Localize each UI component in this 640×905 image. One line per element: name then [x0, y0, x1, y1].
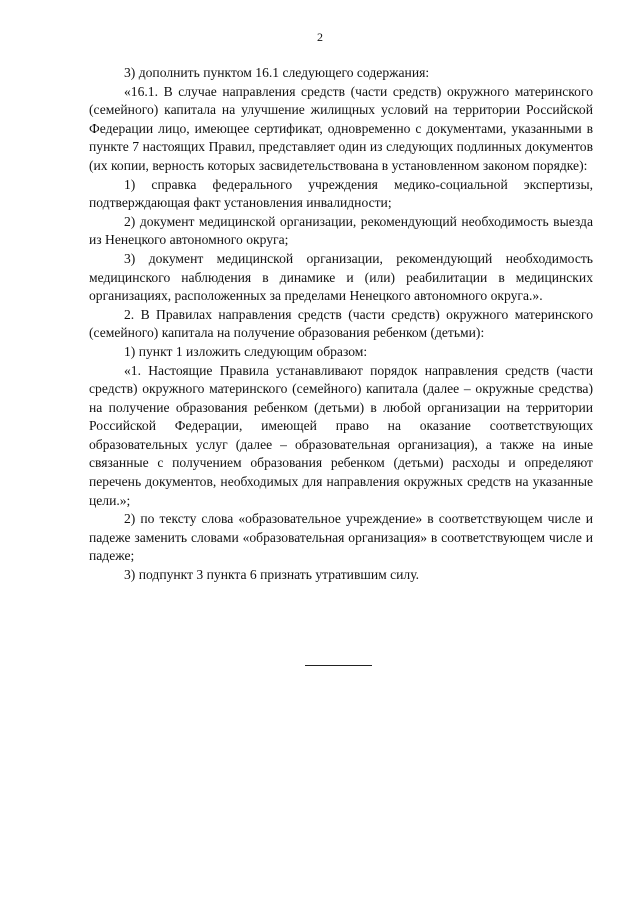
paragraph-subitem-3-observation: 3) документ медицинской организации, рекомендующий необходимость медицинского наблюдения в динамике и (или) реабилитации в медицинских организациях, расположенных за пределами Ненецкого автономного округа.».	[89, 250, 593, 304]
paragraph-subitem-2-departure: 2) документ медицинской организации, рекомендующий необходимость выезда из Ненецкого автономного округа;	[89, 213, 593, 248]
page-number: 2	[317, 30, 323, 44]
end-separator-line	[305, 665, 372, 666]
paragraph-subitem-1-disability: 1) справка федерального учреждения медико-социальной экспертизы, подтверждающая факт установления инвалидности;	[89, 176, 593, 211]
document-body	[89, 64, 593, 585]
paragraph-repeal-subpoint: 3) подпункт 3 пункта 6 признать утратившим силу.	[124, 567, 420, 583]
paragraph-section-2-education-rules: 2. В Правилах направления средств (части средств) окружного материнского (семейного) капитала на получение образования ребенком (детьми):	[89, 306, 593, 341]
paragraph-add-point-16-1: 3) дополнить пунктом 16.1 следующего содержания:	[124, 65, 430, 80]
paragraph-point-1-text: «1. Настоящие Правила устанавливают порядок направления средств (части средств) окружного материнского (семейного) капитала (далее – окружные средства) на получение образования ребенком (детьми) в любой организации на территории Российской Федерации, имеющей право на оказание соответствующих образовательных услуг (далее – образовательная организация), а также на иные связанные с получением образования ребенком (детьми) расходы и определяют перечень документов, необходимых для направления окружных средств на указанные цели.»;	[89, 362, 593, 508]
paragraph-replace-words: 2) по тексту слова «образовательное учреждение» в соответствующем числе и падеже заменить словами «образовательная организация» в соответствующем числе и падеже;	[89, 511, 593, 564]
paragraph-point-1-restate: 1) пункт 1 изложить следующим образом:	[124, 343, 368, 359]
paragraph-point-16-1-text: «16.1. В случае направления средств (части средств) окружного материнского (семейного) капитала на улучшение жилищных условий на территории Российской Федерации лицо, имеющее сертификат, одновременно с документами, указанными в пункте 7 настоящих Правил, представляет один из следующих подлинных документов (их копии, верность которых засвидетельствована в установленном законом порядке):	[89, 83, 593, 173]
